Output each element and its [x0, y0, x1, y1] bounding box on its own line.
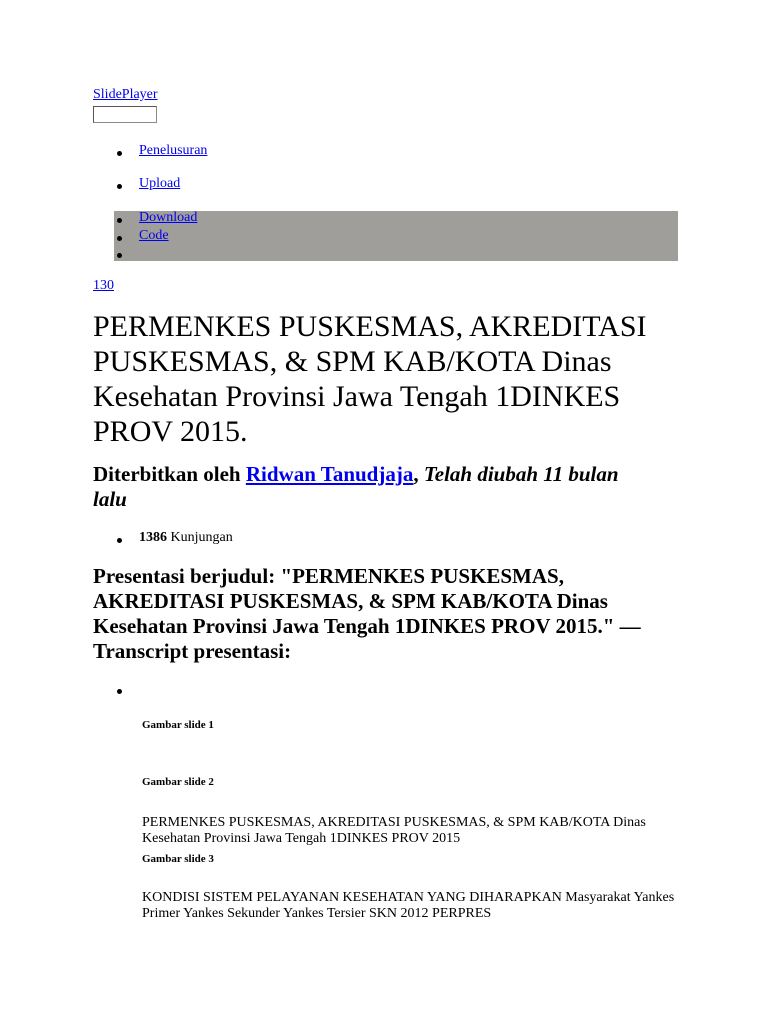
byline-prefix: Diterbitkan oleh: [93, 462, 246, 486]
list-bullet: [117, 218, 122, 223]
embed-code-link[interactable]: Code: [139, 228, 169, 243]
list-bullet: [117, 151, 122, 156]
view-count-number: 1386: [139, 530, 167, 545]
page-title: PERMENKES PUSKESMAS, AKREDITASI PUSKESMAS, & SPM KAB/KOTA Dinas Kesehatan Provinsi Jawa Tengah 1DINKES PROV 2015.: [93, 310, 647, 448]
transcript-heading: Presentasi berjudul: "PERMENKES PUSKESMAS, AKREDITASI PUSKESMAS, & SPM KAB/KOTA Dinas Kesehatan Provinsi Jawa Tengah 1DINKES PROV 2015." — Transcript presentasi:: [93, 564, 641, 663]
slide-3-label: Gambar slide 3: [142, 853, 214, 865]
download-toolbar: [114, 211, 678, 261]
count-link[interactable]: 130: [93, 278, 114, 293]
list-bullet: [117, 538, 122, 543]
list-bullet: [117, 689, 122, 694]
modified-date: Telah diubah 11 bulan lalu: [93, 462, 619, 511]
slide-1-label: Gambar slide 1: [142, 719, 214, 731]
author-link[interactable]: Ridwan Tanudjaja: [245, 462, 414, 486]
view-count-label: Kunjungan: [167, 530, 233, 545]
slideplayer-logo-link[interactable]: SlidePlayer: [93, 87, 158, 102]
view-count: [139, 530, 233, 546]
slide-3-text: KONDISI SISTEM PELAYANAN KESEHATAN YANG DIHARAPKAN Masyarakat Yankes Primer Yankes Sekunder Yankes Tersier SKN 2012 PERPRES: [142, 890, 675, 921]
byline-separator: ,: [413, 462, 424, 486]
search-input[interactable]: [93, 106, 157, 123]
byline: [93, 462, 653, 512]
slide-2-label: Gambar slide 2: [142, 776, 214, 788]
list-bullet: [117, 253, 122, 258]
nav-browse-link[interactable]: Penelusuran: [139, 143, 208, 158]
list-bullet: [117, 184, 122, 189]
slide-2-text: PERMENKES PUSKESMAS, AKREDITASI PUSKESMAS, & SPM KAB/KOTA Dinas Kesehatan Provinsi Jawa Tengah 1DINKES PROV 2015: [142, 815, 646, 846]
list-bullet: [117, 236, 122, 241]
download-link[interactable]: Download: [139, 210, 198, 225]
nav-upload-link[interactable]: Upload: [139, 176, 181, 191]
